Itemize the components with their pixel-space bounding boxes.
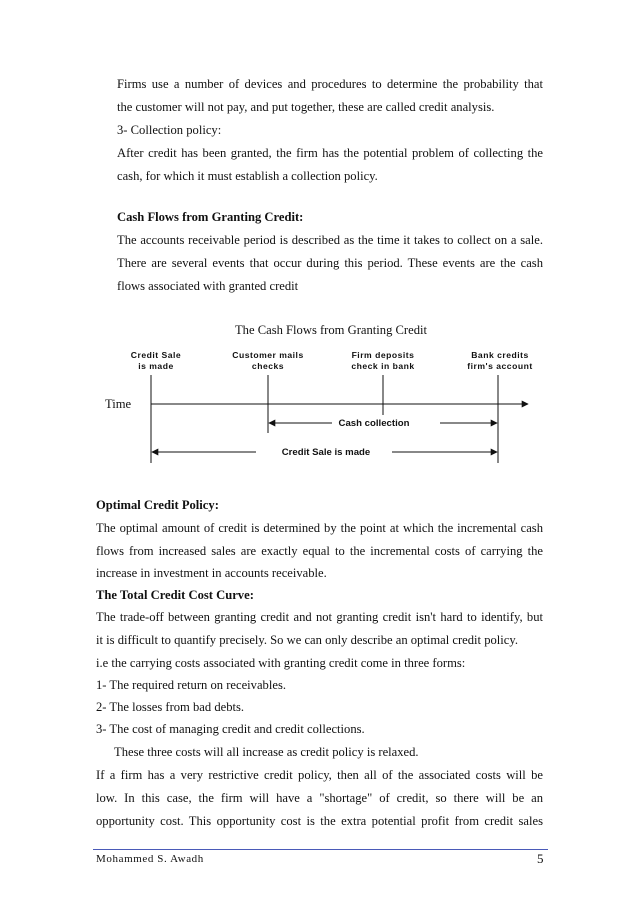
- page-number: 5: [537, 851, 544, 866]
- cashflows-heading: Cash Flows from Granting Credit:: [117, 210, 304, 224]
- intro-line-3: After credit has been granted, the firm has the potential problem of collecting the: [117, 146, 543, 160]
- intro-line-4: cash, for which it must establish a collection policy.: [117, 169, 378, 183]
- collection-policy-item: 3- Collection policy:: [117, 123, 222, 137]
- footer-rule: [93, 849, 548, 850]
- optimal-line-1: The optimal amount of credit is determined by the point at which the incremental cash: [96, 521, 543, 535]
- event-label-firm-deposits-line-1: Firm deposits: [351, 350, 415, 360]
- cashflows-line-2: There are several events that occur during this period. These events are the cash: [117, 256, 543, 270]
- intro-line-2: the customer will not pay, and put together, these are called credit analysis.: [117, 100, 495, 114]
- total-line-4: These three costs will all increase as credit policy is relaxed.: [114, 745, 419, 759]
- event-label-bank-credits-line-1: Bank credits: [471, 350, 529, 360]
- event-label-customer-mails-line-2: checks: [251, 361, 285, 371]
- cash-collection-label: Cash collection: [338, 418, 410, 429]
- time-axis-label: Time: [105, 397, 132, 411]
- credit-sale-span-label: Credit Sale is made: [281, 447, 371, 458]
- total-heading: The Total Credit Cost Curve:: [96, 588, 254, 602]
- event-label-customer-mails-line-1: Customer mails: [232, 350, 304, 360]
- total-line-6: low. In this case, the firm will have a "shortage" of credit, so there will be an: [96, 791, 543, 805]
- event-label-credit-sale-line-2: is made: [138, 361, 174, 371]
- cost-item-3: 3- The cost of managing credit and credit collections.: [96, 722, 365, 736]
- total-line-1: The trade-off between granting credit and not granting credit isn't hard to identify, but: [96, 610, 543, 624]
- cashflows-line-1: The accounts receivable period is described as the time it takes to collect on a sale.: [117, 233, 543, 247]
- total-line-3: i.e the carrying costs associated with granting credit come in three forms:: [96, 656, 466, 670]
- footer-author: Mohammed S. Awadh: [96, 853, 204, 865]
- diagram-title: The Cash Flows from Granting Credit: [234, 323, 428, 337]
- cashflows-line-3: flows associated with granted credit: [117, 279, 299, 293]
- optimal-line-2: flows from increased sales are exactly equal to the incremental costs of carrying the: [96, 544, 543, 558]
- event-label-credit-sale-line-1: Credit Sale: [130, 350, 182, 360]
- total-line-7: opportunity cost. This opportunity cost is the extra potential profit from credit sales: [96, 814, 543, 828]
- cost-item-2: 2- The losses from bad debts.: [96, 700, 245, 714]
- intro-line-1: Firms use a number of devices and procedures to determine the probability that: [117, 77, 543, 91]
- optimal-heading: Optimal Credit Policy:: [96, 498, 219, 512]
- event-label-bank-credits-line-2: firm's account: [467, 361, 533, 371]
- optimal-line-3: increase in investment in accounts receivable.: [96, 566, 327, 580]
- total-line-2: it is difficult to quantify precisely. So we can only describe an optimal credit policy.: [96, 633, 519, 647]
- event-label-firm-deposits-line-2: check in bank: [351, 361, 415, 371]
- total-line-5: If a firm has a very restrictive credit policy, then all of the associated costs will be: [96, 768, 543, 782]
- cost-item-1: 1- The required return on receivables.: [96, 678, 286, 692]
